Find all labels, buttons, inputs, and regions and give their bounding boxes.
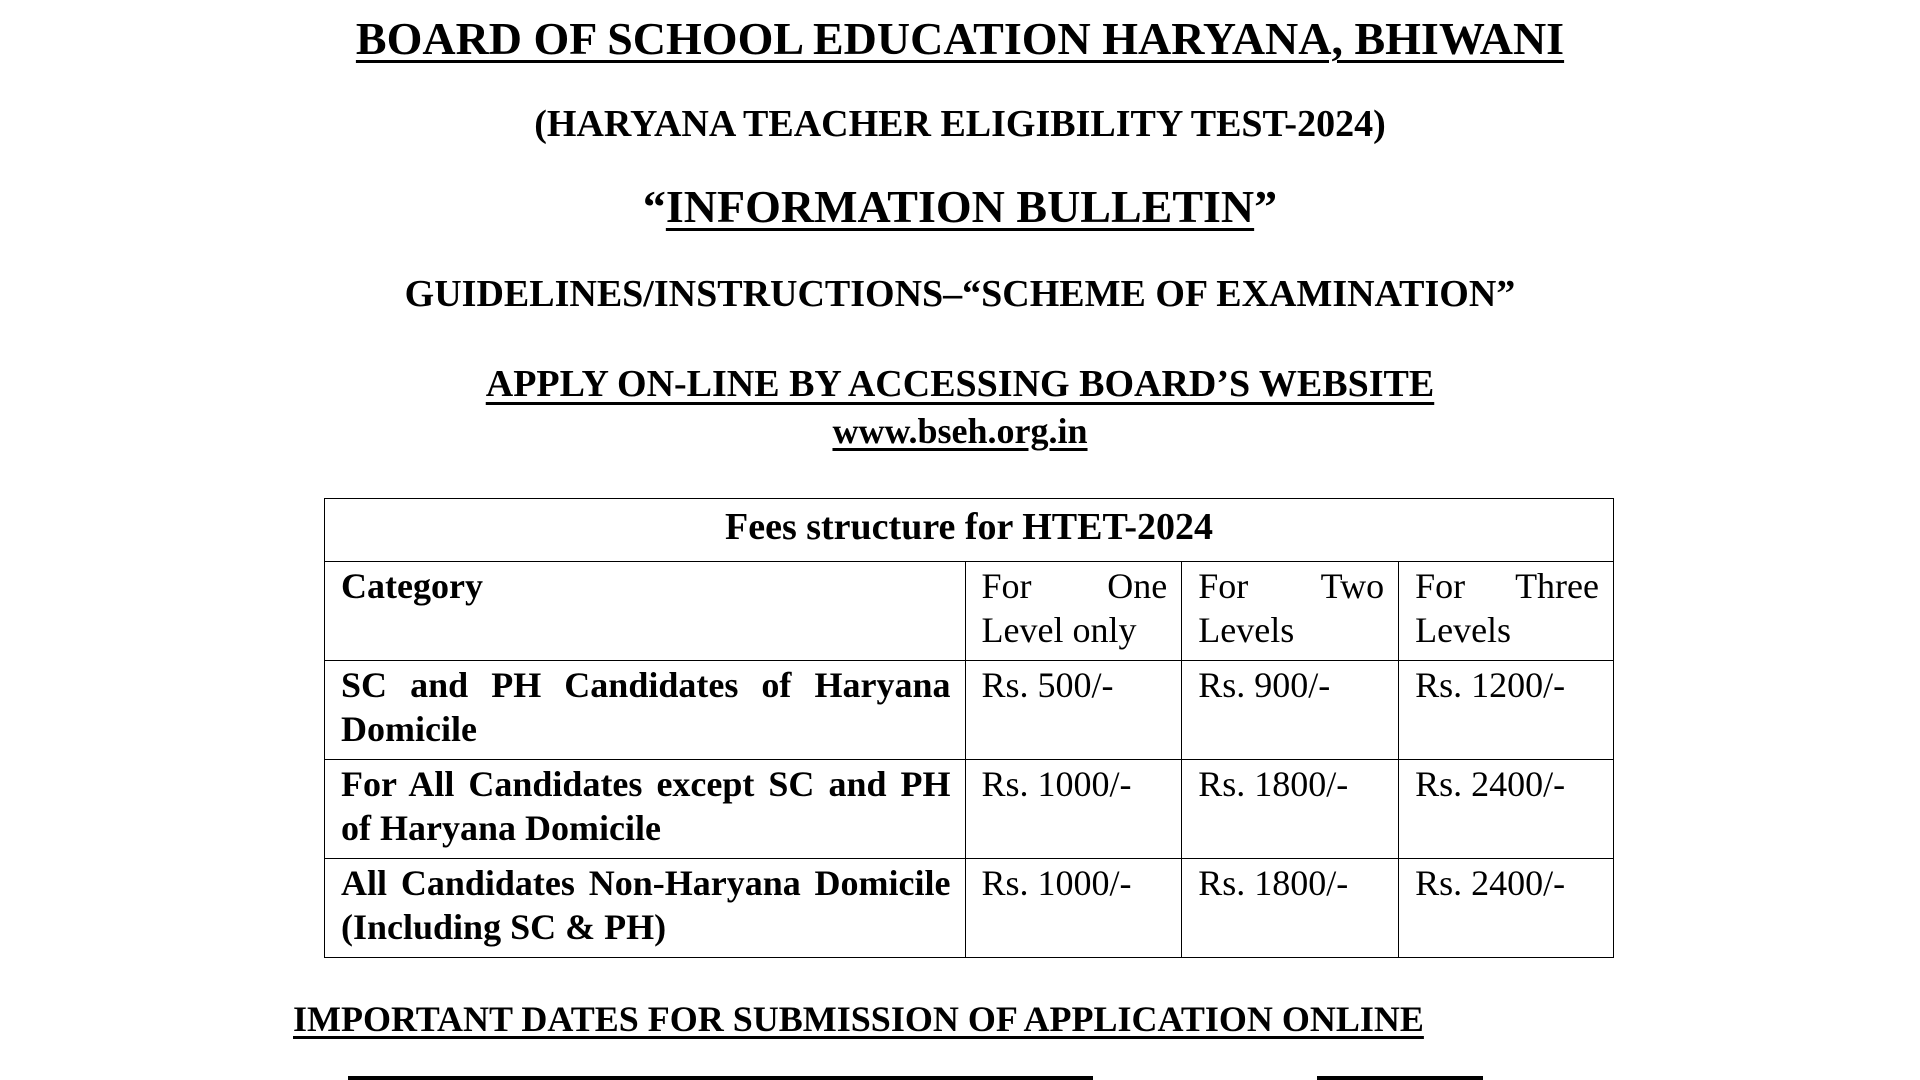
bulletin-close-quote: ” xyxy=(1254,181,1278,232)
table-row xyxy=(325,661,1614,760)
fee-three-levels: Rs. 2400/- xyxy=(1399,859,1614,958)
fee-three-levels: Rs. 2400/- xyxy=(1399,760,1614,859)
apply-online-heading xyxy=(0,362,1920,406)
website xyxy=(0,410,1920,452)
row-category: SC and PH Candidates of Haryana Domicile xyxy=(325,661,966,760)
header-category: Category xyxy=(325,562,966,661)
fee-two-levels: Rs. 900/- xyxy=(1182,661,1399,760)
table-caption: Fees structure for HTET-2024 xyxy=(325,499,1614,562)
fees-structure-table xyxy=(324,498,1614,958)
board-title xyxy=(0,12,1920,65)
bulletin-title xyxy=(0,180,1920,233)
clipped-text-row xyxy=(0,1076,1920,1080)
fee-one-level: Rs. 500/- xyxy=(965,661,1182,760)
header-two-levels: For Two Levels xyxy=(1182,562,1399,661)
fee-one-level: Rs. 1000/- xyxy=(965,859,1182,958)
header-three-levels: For Three Levels xyxy=(1399,562,1614,661)
table-caption-row xyxy=(325,499,1614,562)
bulletin-open-quote: “ xyxy=(642,181,666,232)
fee-one-level: Rs. 1000/- xyxy=(965,760,1182,859)
clipped-date-fragment xyxy=(1317,1076,1483,1080)
clipped-text-fragment xyxy=(348,1076,1093,1080)
important-dates-heading xyxy=(293,998,1424,1040)
board-title-text: BOARD OF SCHOOL EDUCATION HARYANA, BHIWANI xyxy=(355,13,1565,64)
fee-three-levels: Rs. 1200/- xyxy=(1399,661,1614,760)
fee-two-levels: Rs. 1800/- xyxy=(1182,859,1399,958)
row-category: All Candidates Non-Haryana Domicile (Including SC & PH) xyxy=(325,859,966,958)
important-dates-text: IMPORTANT DATES FOR SUBMISSION OF APPLICATION ONLINE xyxy=(293,999,1424,1039)
website-link[interactable]: www.bseh.org.in xyxy=(832,411,1088,451)
row-category: For All Candidates except SC and PH of Haryana Domicile xyxy=(325,760,966,859)
header-one-level: For One Level only xyxy=(965,562,1182,661)
fee-two-levels: Rs. 1800/- xyxy=(1182,760,1399,859)
table-header-row xyxy=(325,562,1614,661)
apply-online-text: APPLY ON-LINE BY ACCESSING BOARD’S WEBSITE xyxy=(485,363,1435,405)
bulletin-title-text: INFORMATION BULLETIN xyxy=(665,181,1255,232)
table-row xyxy=(325,760,1614,859)
table-row xyxy=(325,859,1614,958)
htet-subtitle: (HARYANA TEACHER ELIGIBILITY TEST-2024) xyxy=(534,103,1386,145)
guidelines-heading: GUIDELINES/INSTRUCTIONS–“SCHEME OF EXAMINATION” xyxy=(404,273,1516,315)
